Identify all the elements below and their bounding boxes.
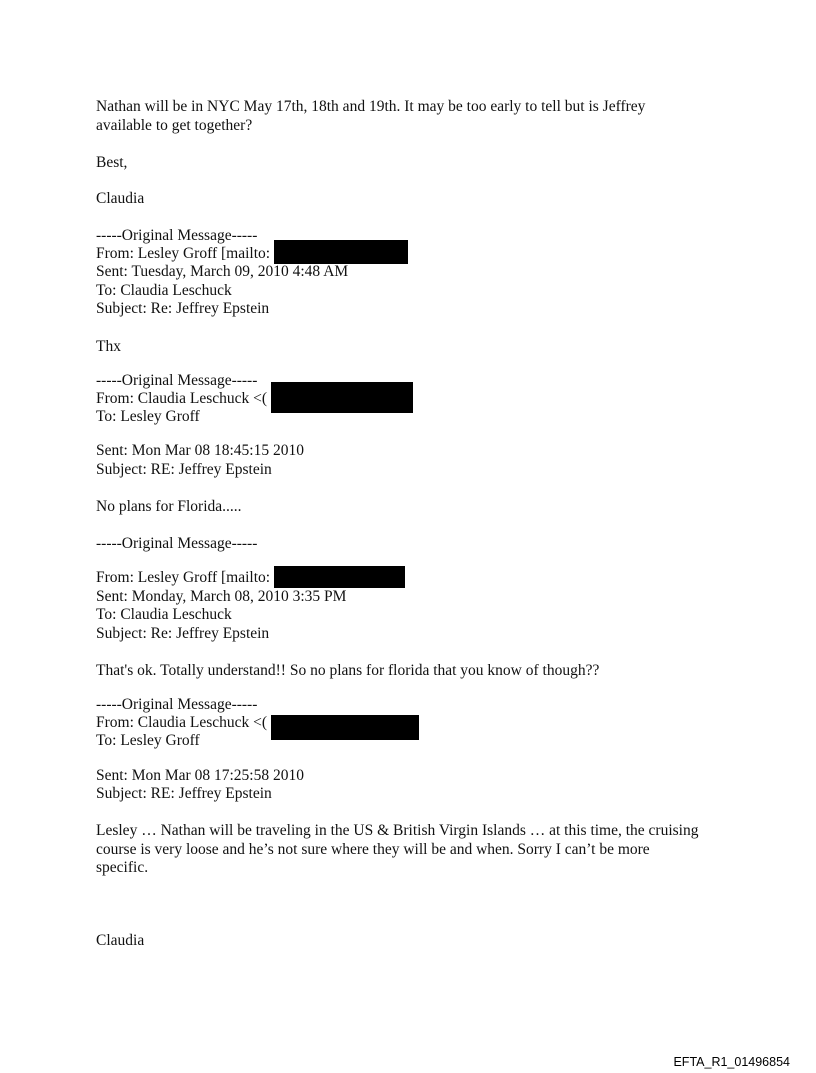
- msg4-to: To: Lesley Groff: [96, 732, 200, 749]
- msg3-subject: Subject: Re: Jeffrey Epstein: [96, 625, 270, 642]
- msg4-signature: Claudia: [96, 932, 145, 949]
- msg2-separator: -----Original Message-----: [96, 372, 258, 389]
- msg1-redaction-box: [274, 240, 408, 264]
- msg1-subject: Subject: Re: Jeffrey Epstein: [96, 300, 270, 317]
- msg4-separator: -----Original Message-----: [96, 696, 258, 713]
- intro-signature: Claudia: [96, 190, 145, 207]
- intro-line-2: available to get together?: [96, 117, 253, 134]
- msg4-redaction-box: [271, 715, 419, 740]
- msg4-body-line-2: course is very loose and he’s not sure where they will be and when. Sorry I can’t be more: [96, 841, 650, 858]
- msg3-sent: Sent: Monday, March 08, 2010 3:35 PM: [96, 588, 347, 605]
- msg3-body: That's ok. Totally understand!! So no plans for florida that you know of though??: [96, 662, 600, 679]
- msg3-to: To: Claudia Leschuck: [96, 606, 232, 623]
- msg1-to: To: Claudia Leschuck: [96, 282, 232, 299]
- bates-number: EFTA_R1_01496854: [673, 1055, 790, 1069]
- msg4-from: From: Claudia Leschuck <(: [96, 714, 268, 731]
- msg2-sent: Sent: Mon Mar 08 18:45:15 2010: [96, 442, 304, 459]
- msg1-sent: Sent: Tuesday, March 09, 2010 4:48 AM: [96, 263, 349, 280]
- msg2-from: From: Claudia Leschuck <(: [96, 390, 268, 407]
- intro-line-1: Nathan will be in NYC May 17th, 18th and 19th. It may be too early to tell but is Jeffrey: [96, 98, 646, 115]
- msg2-body: No plans for Florida.....: [96, 498, 242, 515]
- msg3-from: From: Lesley Groff [mailto:: [96, 569, 271, 586]
- msg3-separator: -----Original Message-----: [96, 535, 258, 552]
- msg2-to: To: Lesley Groff: [96, 408, 200, 425]
- msg1-from: From: Lesley Groff [mailto:: [96, 245, 271, 262]
- msg4-body-line-3: specific.: [96, 859, 149, 876]
- msg4-body-line-1: Lesley … Nathan will be traveling in the US & British Virgin Islands … at this time, the cruising: [96, 822, 699, 839]
- msg1-separator: -----Original Message-----: [96, 227, 258, 244]
- msg3-redaction-box: [274, 566, 405, 588]
- msg2-subject: Subject: RE: Jeffrey Epstein: [96, 461, 272, 478]
- intro-closing: Best,: [96, 154, 128, 171]
- msg2-redaction-box: [271, 382, 413, 413]
- msg4-sent: Sent: Mon Mar 08 17:25:58 2010: [96, 767, 304, 784]
- msg4-subject: Subject: RE: Jeffrey Epstein: [96, 785, 272, 802]
- msg1-body: Thx: [96, 338, 121, 355]
